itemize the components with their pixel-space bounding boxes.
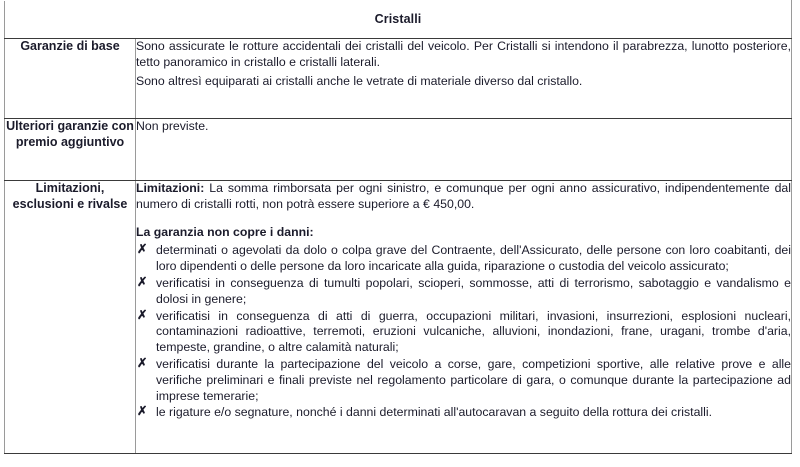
table-title-cell: Cristalli	[5, 1, 792, 39]
row-content-garanzie-di-base	[136, 39, 792, 119]
limitazioni-paragraph	[136, 181, 791, 213]
paragraph: Sono altresì equiparati ai cristalli anche le vetrate di materiale diverso dal cristallo.	[136, 73, 583, 88]
list-item-text: verificatisi in conseguenza di tumulti popolari, scioperi, sommosse, atti di terrorismo, sabotaggio e vandalismo e dolosi in genere;	[156, 275, 791, 306]
table-row	[5, 119, 792, 181]
row-content-limitazioni	[136, 181, 792, 454]
table-header-row	[5, 1, 792, 39]
list-item	[136, 276, 791, 308]
row-label-text: Limitazioni, esclusioni e rivalse	[12, 181, 128, 211]
list-item	[136, 309, 791, 356]
limitazioni-text: La somma rimborsata per ogni sinistro, e comunque per ogni anno assicurativo, indipendentemente dal numero di cristalli rotti, non potrà essere superiore a € 450,00.	[136, 181, 791, 211]
list-item-text: le rigature e/o segnature, nonché i danni determinati all'autocaravan a seguito della rottura dei cristalli.	[156, 405, 713, 420]
row-label-garanzie-di-base	[5, 39, 136, 119]
insurance-coverage-table	[4, 0, 792, 454]
exclusions-heading: La garanzia non copre i danni:	[136, 224, 314, 239]
row-label-limitazioni	[5, 181, 136, 454]
table-row	[5, 181, 792, 454]
cross-icon: ✗	[137, 242, 148, 257]
list-item-text: verificatisi in conseguenza di atti di guerra, occupazioni militari, invasioni, insurrezioni, esplosioni nucleari, contaminazioni radioattive, terremoti, eruzioni vulcaniche, alluvioni, inondazioni, frane, uragani, trombe d'aria, tempeste, grandine, o altre calamità naturali;	[156, 308, 791, 355]
paragraph: Sono assicurate le rotture accidentali dei cristalli del veicolo. Per Cristalli si intendono il parabrezza, lunotto posteriore, tetto panoramico in cristallo e cristalli laterali.	[136, 39, 791, 69]
table-row	[5, 39, 792, 119]
cross-icon: ✗	[137, 274, 148, 289]
row-label-text: Garanzie di base	[20, 39, 120, 53]
list-item-text: verificatisi durante la partecipazione del veicolo a corse, gare, competizioni sportive, alle relative prove e alle verifiche preliminari e finali previste nel regolamento particolare di gara, o comunque durante la partecipazione ad imprese temerarie;	[156, 356, 791, 403]
list-item	[136, 357, 791, 404]
row-label-text: Ulteriori garanzie con premio aggiuntivo	[6, 119, 134, 149]
cross-icon: ✗	[137, 404, 148, 419]
paragraph: Non previste.	[136, 119, 209, 133]
exclusions-list	[136, 243, 791, 421]
list-item	[136, 405, 791, 421]
limitazioni-label: Limitazioni:	[136, 181, 205, 195]
row-label-ulteriori-garanzie	[5, 119, 136, 181]
row-content-ulteriori-garanzie	[136, 119, 792, 181]
cross-icon: ✗	[137, 355, 148, 370]
cross-icon: ✗	[137, 307, 148, 322]
paragraph-spacer	[136, 216, 791, 225]
list-item-text: determinati o agevolati da dolo o colpa grave del Contraente, dell'Assicurato, delle persone con loro coabitanti, dei loro dipendenti o delle persone da loro incaricate alla guida, riparazione o custodia del veicolo assicurato;	[156, 243, 791, 274]
list-item	[136, 243, 791, 275]
